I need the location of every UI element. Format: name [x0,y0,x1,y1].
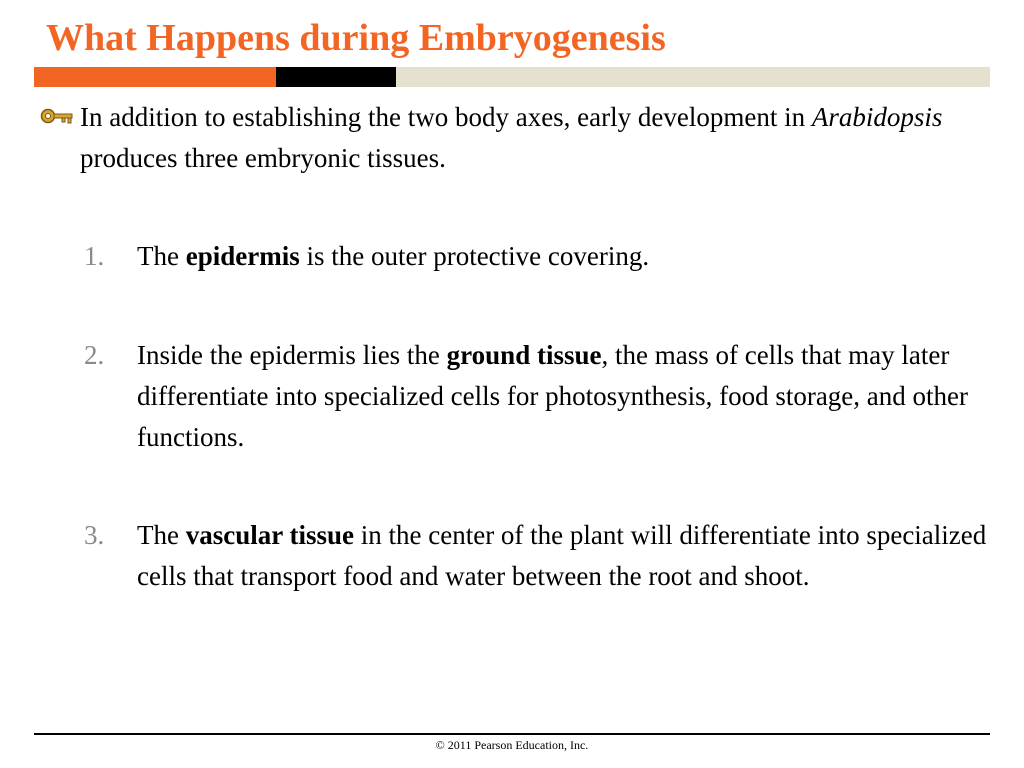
header-band-black [276,67,396,87]
intro-text-2: produces three embryonic tissues. [80,143,446,173]
list-term: epidermis [185,241,300,271]
copyright-footer: © 2011 Pearson Education, Inc. [435,738,589,752]
list-item-text [137,515,997,597]
footer-divider [34,733,990,735]
list-number: 1. [84,241,105,271]
list-item-text [137,236,997,277]
intro-paragraph [80,97,1000,179]
list-text-before: The [137,241,186,271]
list-term: ground tissue [446,340,602,370]
header-band-tan [396,67,990,87]
intro-species: Arabidopsis [811,102,943,132]
list-text-before: Inside the epidermis lies the [137,340,447,370]
key-icon [38,106,74,126]
list-item-text [137,335,997,458]
list-text-after: in the center of the plant will differentiate into specialized cells that transport food and water between the root and shoot. [137,520,987,591]
list-text-before: The [137,520,186,550]
list-number: 2. [84,340,105,370]
list-term: vascular tissue [185,520,354,550]
slide-title: What Happens during Embryogenesis [46,17,666,59]
list-number: 3. [84,520,105,550]
header-band-orange [34,67,276,87]
intro-text-1: In addition to establishing the two body axes, early development in [80,102,812,132]
list-text-after: is the outer protective covering. [299,241,650,271]
list-text-after: , the mass of cells that may later differentiate into specialized cells for photosynthesis, food storage, and other functions. [137,340,969,452]
